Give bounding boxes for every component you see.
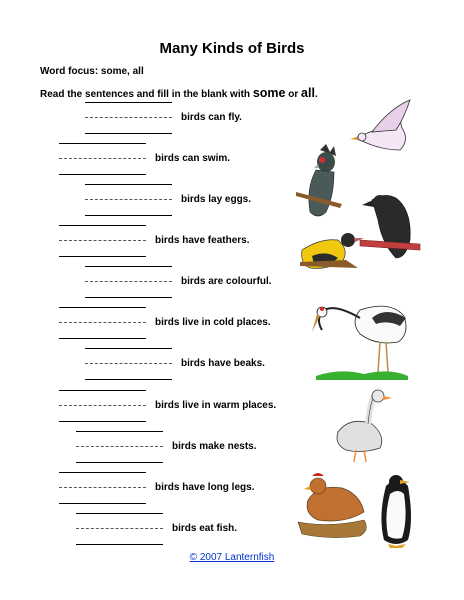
sentence-text: birds live in warm places. — [155, 400, 277, 411]
instructions-prefix: Read the sentences and fill in the blank with — [40, 89, 253, 100]
crow-icon — [360, 195, 420, 258]
sentence-text: birds live in cold places. — [155, 317, 271, 328]
sentence-text: birds lay eggs. — [181, 194, 252, 205]
instructions-middle: or — [285, 89, 302, 100]
sentence-text: birds have beaks. — [181, 358, 265, 369]
sentence-text: birds can swim. — [155, 153, 231, 164]
copyright-link[interactable]: © 2007 Lanternfish — [189, 552, 275, 563]
sentence-text: birds eat fish. — [172, 523, 238, 534]
instructions-word-all: all — [301, 86, 315, 100]
sentence-text: birds can fly. — [181, 112, 242, 123]
penguin-icon — [381, 475, 411, 548]
instructions-suffix: . — [314, 89, 318, 100]
sentence-text: birds have long legs. — [155, 482, 255, 493]
hen-icon — [298, 473, 366, 538]
oriole-icon — [300, 233, 364, 268]
parrot-icon — [296, 144, 342, 216]
sentence-text: birds make nests. — [172, 441, 257, 452]
word-focus: Word focus: some, all — [40, 66, 144, 77]
crane-icon — [312, 306, 408, 380]
sentence-text: birds are colourful. — [181, 276, 272, 287]
seagull-icon — [350, 100, 410, 150]
instructions-word-some: some — [252, 86, 286, 100]
page-title: Many Kinds of Birds — [159, 40, 305, 57]
goose-icon — [337, 390, 392, 462]
sentence-text: birds have feathers. — [155, 235, 250, 246]
